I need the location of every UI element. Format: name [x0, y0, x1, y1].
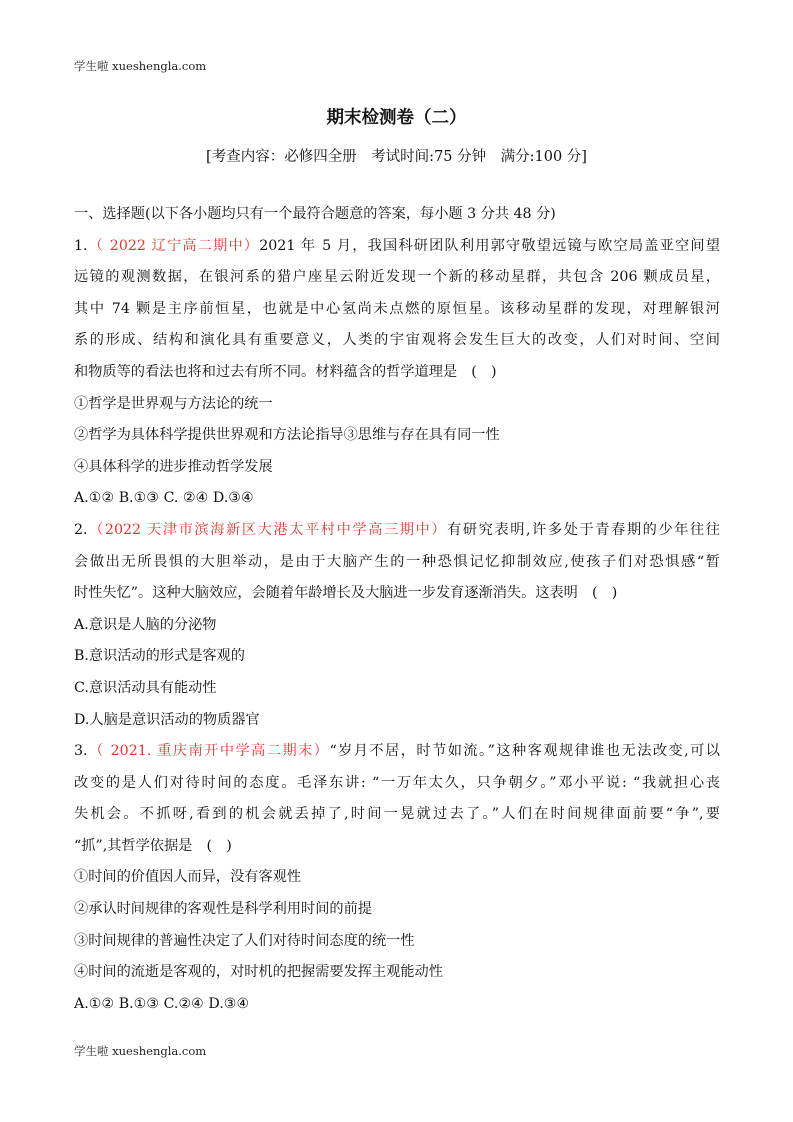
- question-line: [74, 515, 720, 547]
- answer-option: D.人脑是意识活动的物质器官: [74, 711, 260, 728]
- question-line: 和物质等的看法也将和过去有所不同。材料蕴含的哲学道理是 ( ): [74, 363, 497, 380]
- answer-options: A.①② B.①③ C. ②④ D.③④: [74, 490, 254, 507]
- site-header: 学生啦 xueshengla.com: [74, 59, 207, 73]
- question-2: [74, 515, 720, 736]
- question-line: [74, 736, 720, 768]
- question-text: 有研究表明,许多处于青春期的少年往往: [447, 521, 720, 538]
- question-source: （ 2021. 重庆南开中学高二期末）: [87, 743, 330, 760]
- question-line: [74, 231, 720, 263]
- question-line: 改变的是人们对待时间的态度。毛泽东讲: “一万年太久，只争朝夕。”邓小平说: “我就担心丧: [74, 774, 720, 791]
- question-number: 2.: [74, 521, 88, 538]
- answer-option: B.意识活动的形式是客观的: [74, 648, 245, 665]
- question-3: [74, 736, 720, 1020]
- answer-option: A.意识是人脑的分泌物: [74, 616, 217, 633]
- exam-content: [74, 199, 720, 1020]
- exam-info: [考查内容：必修四全册 考试时间:75 分钟 满分:100 分]: [206, 149, 587, 165]
- page-title: 期末检测卷（二）: [326, 108, 467, 128]
- question-number: 1.: [74, 237, 88, 254]
- statement-item: ②哲学为具体科学提供世界观和方法论指导③思维与存在具有同一性: [74, 427, 500, 444]
- question-number: 3.: [74, 743, 88, 760]
- statement-item: ②承认时间规律的客观性是科学利用时间的前提: [74, 901, 372, 918]
- question-line: 远镜的观测数据，在银河系的猎户座星云附近发现一个新的移动星群，共包含 206 颗成员星，: [74, 269, 720, 286]
- question-line: 时性失忆”。这种大脑效应，会随着年龄增长及大脑进一步发育逐渐消失。这表明 ( ): [74, 585, 618, 602]
- statement-item: ①时间的价值因人而异，没有客观性: [74, 869, 302, 886]
- section-heading: 一、选择题(以下各小题均只有一个最符合题意的答案，每小题 3 分共 48 分): [74, 206, 556, 222]
- statement-item: ④时间的流逝是客观的，对时机的把握需要发挥主观能动性: [74, 964, 443, 981]
- question-line: 失机会。不抓呀,看到的机会就丢掉了,时间一晃就过去了。”人们在时间规律面前要“争”,要: [74, 806, 720, 823]
- question-text: “岁月不居，时节如流。”这种客观规律谁也无法改变,可以: [329, 743, 720, 760]
- question-line: 会做出无所畏惧的大胆举动，是由于大脑产生的一种恐惧记忆抑制效应,使孩子们对恐惧感“暂: [74, 553, 720, 570]
- answer-option: C.意识活动具有能动性: [74, 679, 217, 696]
- statement-item: ④具体科学的进步推动哲学发展: [74, 458, 273, 475]
- question-line: 系的形成、结构和演化具有重要意义，人类的宇宙观将会发生巨大的改变，人们对时间、空间: [74, 332, 720, 349]
- question-text: 2021 年 5 月，我国科研团队利用郭守敬望远镜与欧空局盖亚空间望: [259, 237, 720, 254]
- statement-item: ③时间规律的普遍性决定了人们对待时间态度的统一性: [74, 932, 415, 949]
- question-source: （2022 天津市滨海新区大港太平村中学高三期中）: [87, 521, 448, 538]
- statement-item: ①哲学是世界观与方法论的统一: [74, 395, 273, 412]
- answer-options: A.①② B.①③ C.②④ D.③④: [74, 995, 250, 1012]
- question-1: [74, 231, 720, 515]
- question-line: “抓”,其哲学依据是 ( ): [74, 837, 232, 854]
- question-line: 其中 74 颗是主序前恒星，也就是中心氢尚未点燃的原恒星。该移动星群的发现，对理解银河: [74, 300, 720, 317]
- question-source: （ 2022 辽宁高二期中）: [87, 237, 260, 254]
- site-footer: 学生啦 xueshengla.com: [74, 1044, 207, 1058]
